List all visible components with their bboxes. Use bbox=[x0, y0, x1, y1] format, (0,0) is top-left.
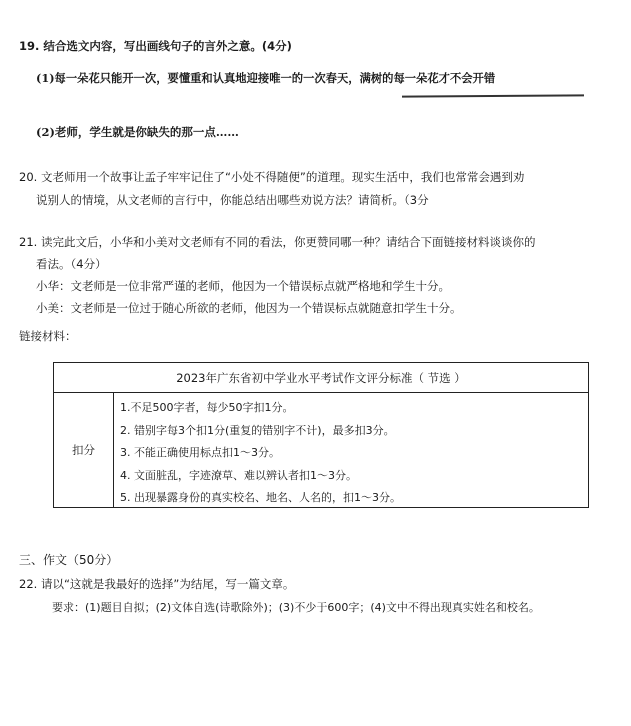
table-rules bbox=[120, 397, 588, 507]
handwritten-underline bbox=[402, 94, 584, 97]
rule-item: 2. 错别字每3个扣1分(重复的错别字不计)，最多扣3分。 bbox=[120, 423, 395, 437]
rule-item: 3. 不能正确使用标点扣1～3分。 bbox=[120, 446, 280, 460]
q21-xiaomei-view: 小美：文老师是一位过于随心所欲的老师，他因为一个错误标点就随意扣学生十分。 bbox=[36, 301, 462, 315]
q19-sentence-1: (1)每一朵花只能开一次，要懂重和认真地迎接唯一的一次春天，满树的每一朵花才不会开错 bbox=[36, 71, 496, 85]
q20-line-2: 说别人的情境，从文老师的言行中，你能总结出哪些劝说方法？请简析。（3分 bbox=[36, 193, 429, 207]
q21-xiaohua-view: 小华：文老师是一位非常严谨的老师，他因为一个错误标点就严格地和学生十分。 bbox=[36, 279, 450, 293]
scoring-table bbox=[53, 362, 589, 508]
q19-sentence-2: (2)老师，学生就是你缺失的那一点…… bbox=[36, 125, 239, 139]
rule-item: 1.不足500字者，每少50字扣1分。 bbox=[120, 401, 294, 414]
q19-title: 19. 结合选文内容，写出画线句子的言外之意。(4分) bbox=[19, 39, 292, 53]
q22-requirements: 要求：(1)题目自拟；(2)文体自选(诗歌除外)；(3)不少于600字；(4)文中不得出现真实姓名和校名。 bbox=[52, 601, 540, 614]
table-category: 扣分 bbox=[54, 393, 114, 507]
q21-line-2: 看法。（4分） bbox=[36, 257, 107, 271]
q22-prompt: 22. 请以“这就是我最好的选择”为结尾，写一篇文章。 bbox=[19, 577, 295, 591]
q20-line-1: 20. 文老师用一个故事让孟子牢牢记住了“小处不得随便”的道理。现实生活中，我们也常常会遇到劝 bbox=[19, 170, 525, 184]
section-3-heading: 三、作文（50分） bbox=[19, 553, 119, 567]
link-material-label: 链接材料： bbox=[19, 329, 77, 343]
table-title: 2023年广东省初中学业水平考试作文评分标准（ 节选 ） bbox=[54, 363, 588, 393]
q21-line-1: 21. 读完此文后，小华和小美对文老师有不同的看法，你更赞同哪一种？请结合下面链接材料谈谈你的 bbox=[19, 235, 536, 249]
rule-item: 5. 出现暴露身份的真实校名、地名、人名的，扣1～3分。 bbox=[120, 491, 401, 505]
rule-item: 4. 文面脏乱，字迹潦草、难以辨认者扣1～3分。 bbox=[120, 468, 357, 482]
